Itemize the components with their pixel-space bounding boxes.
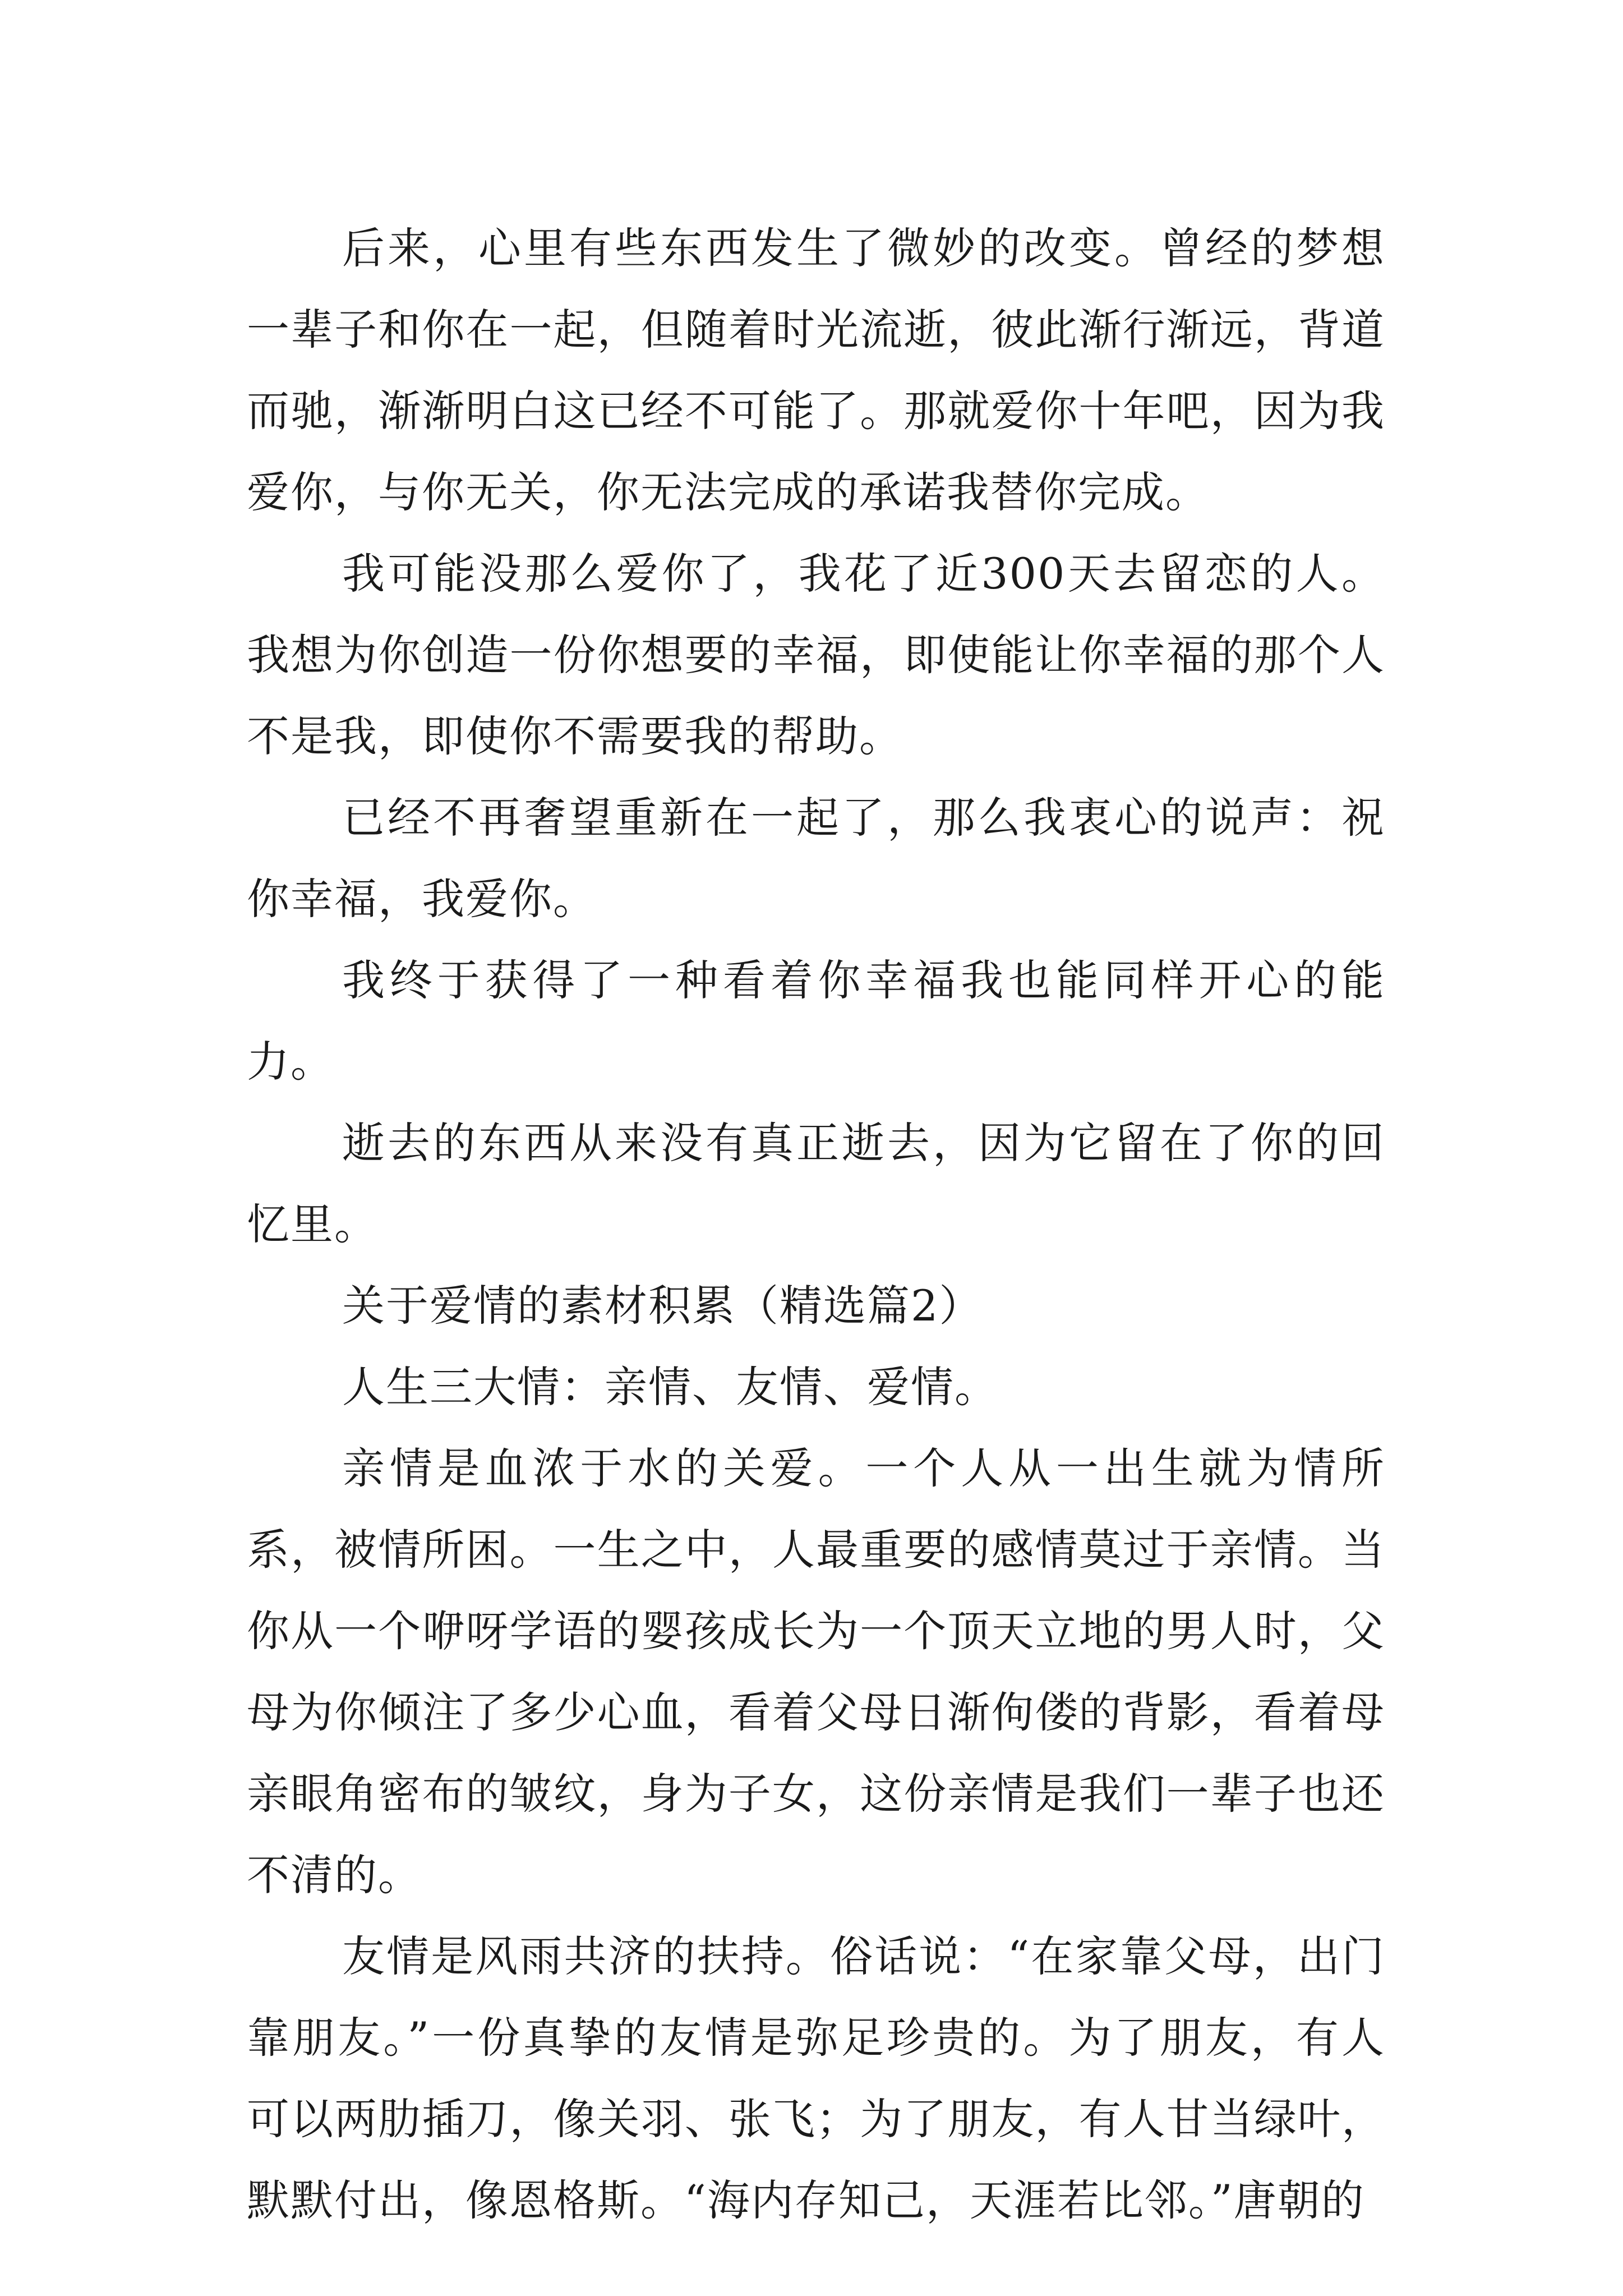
paragraph: 友情是风雨共济的扶持。俗话说：“在家靠父母，出门靠朋友。”一份真挚的友情是弥足珍贵的。为了朋友，有人可以两肋插刀，像关羽、张飞；为了朋友，有人甘当绿叶，默默付出，像恩格斯。“海内存知己，天涯若比邻。”唐朝的 xyxy=(247,1931,1385,2225)
paragraph: 人生三大情：亲情、友情、爱情。 xyxy=(342,1362,998,1412)
document-body xyxy=(247,208,1385,2241)
paragraph: 我终于获得了一种看着你幸福我也能同样开心的能力。 xyxy=(247,955,1385,1087)
paragraph: 后来，心里有些东西发生了微妙的改变。曾经的梦想一辈子和你在一起，但随着时光流逝，彼此渐行渐远，背道而驰，渐渐明白这已经不可能了。那就爱你十年吧，因为我爱你，与你无关，你无法完成的承诺我替你完成。 xyxy=(247,223,1385,517)
paragraph: 已经不再奢望重新在一起了，那么我衷心的说声：祝你幸福，我爱你。 xyxy=(247,793,1385,924)
paragraph: 我可能没那么爱你了，我花了近300天去留恋的人。我想为你创造一份你想要的幸福，即使能让你幸福的那个人不是我，即使你不需要我的帮助。 xyxy=(247,549,1385,761)
section-heading: 关于爱情的素材积累（精选篇2） xyxy=(342,1281,983,1331)
paragraph: 亲情是血浓于水的关爱。一个人从一出生就为情所系，被情所困。一生之中，人最重要的感情莫过于亲情。当你从一个咿呀学语的婴孩成长为一个顶天立地的男人时，父母为你倾注了多少心血，看着父母日渐佝偻的背影，看着母亲眼角密布的皱纹，身为子女，这份亲情是我们一辈子也还不清的。 xyxy=(247,1443,1385,1900)
paragraph: 逝去的东西从来没有真正逝去，因为它留在了你的回忆里。 xyxy=(247,1118,1385,1249)
